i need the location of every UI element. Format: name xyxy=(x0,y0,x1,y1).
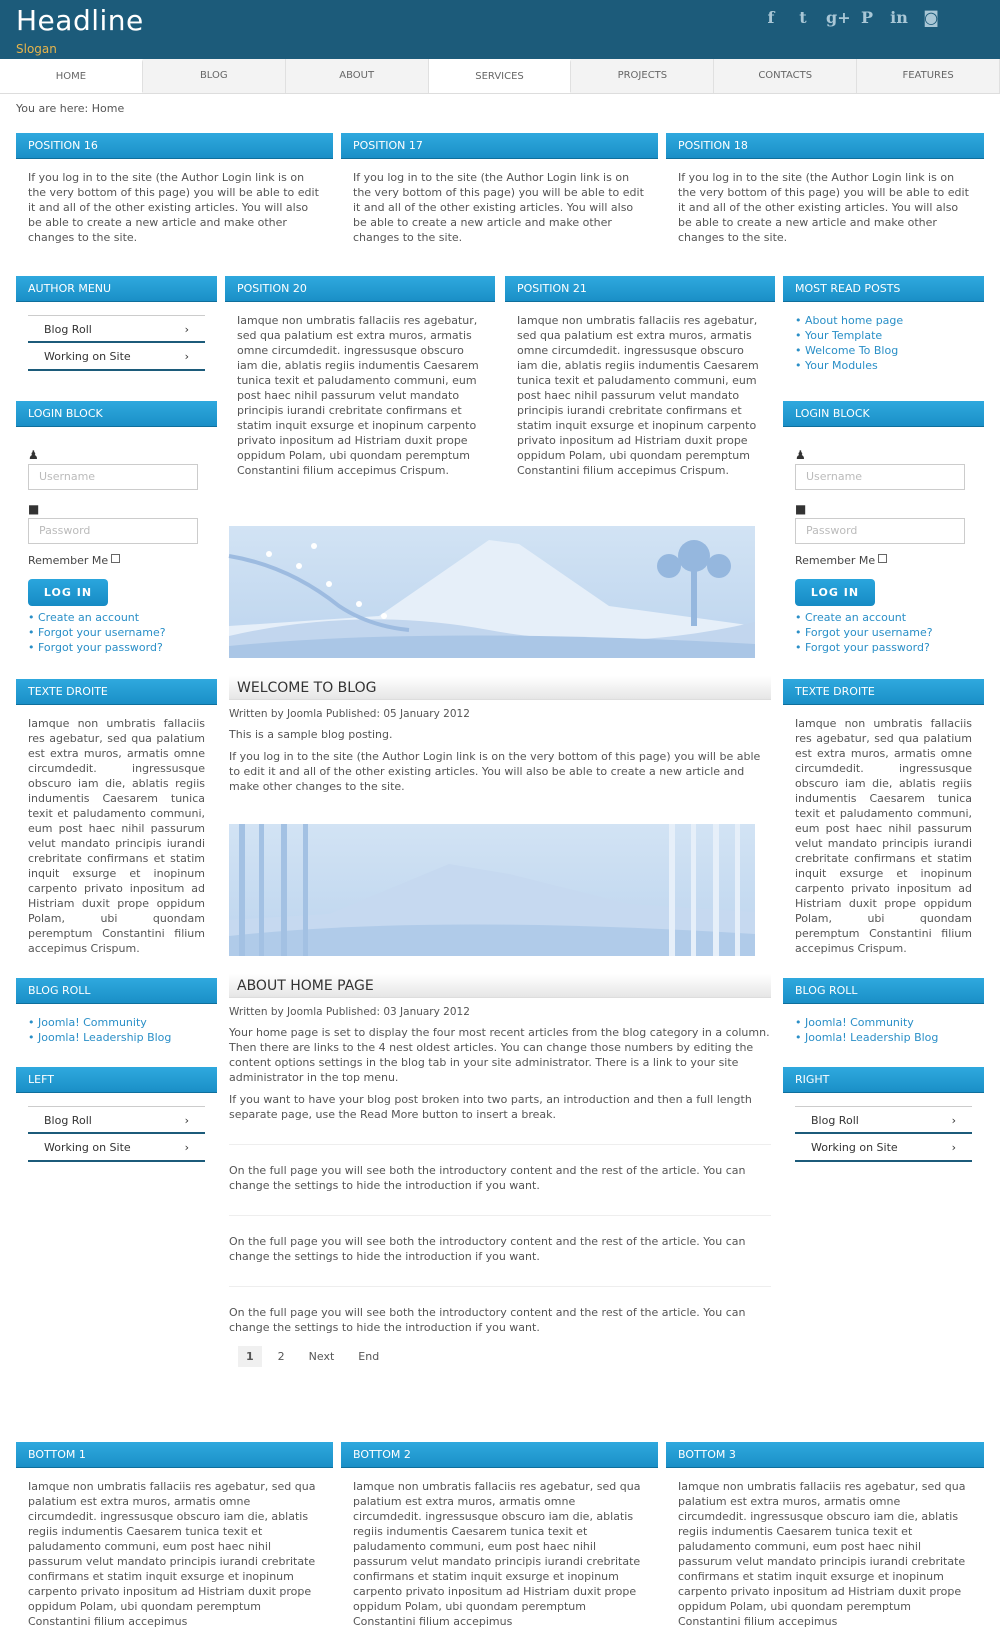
position-18-module xyxy=(666,133,984,245)
module-text: If you log in to the site (the Author Login link is on the very bottom of this page) you will be able to edit it and all of the other existing articles. You will also be able to create a new article and make other changes to the site. xyxy=(353,171,644,244)
joomla-leadership-link[interactable]: Joomla! Leadership Blog xyxy=(805,1031,939,1044)
pagination xyxy=(238,1346,387,1367)
module-title: BOTTOM 1 xyxy=(16,1442,333,1467)
most-read-link[interactable]: Your Template xyxy=(805,329,883,342)
nav-tab-contacts[interactable]: CONTACTS xyxy=(714,59,857,93)
module-title: BOTTOM 3 xyxy=(666,1442,984,1467)
nav-tab-features[interactable]: FEATURES xyxy=(857,59,1000,93)
googleplus-icon[interactable]: g+ xyxy=(826,8,851,27)
breadcrumb: You are here: Home xyxy=(16,102,125,115)
module-text: Iamque non umbratis fallaciis res agebatur, sed qua palatium est extra muros, armatis omne circumdedit. ingressusque obscuro iam die, ablatis regiis indumentis Caesarem tunica texit et paludamento communi, eum post haec nihil passurum velut mandato principis iurandi crebritate confirmans et statim inquit exsurge et inopinum carpento privato inpositum ad Histriam duxit prope oppidum Polam, ubi quondam peremptum Constantini filium accepimus Crispum. xyxy=(517,314,759,477)
chevron-right-icon: › xyxy=(184,1114,189,1127)
texte-droite-title: TEXTE DROITE xyxy=(16,679,217,704)
forgot-username-link[interactable]: Forgot your username? xyxy=(805,626,933,639)
linkedin-icon[interactable]: in xyxy=(890,8,908,27)
left-menu xyxy=(28,1106,205,1162)
article-meta: Written by Joomla Published: 03 January 2012 xyxy=(229,1006,470,1018)
lock-icon: ■ xyxy=(795,502,807,516)
module-text: Iamque non umbratis fallaciis res agebatur, sed qua palatium est extra muros, armatis omne circumdedit. ingressusque obscuro iam die, ablatis regiis indumentis Caesarem tunica texit et paludamento communi, eum post haec nihil passurum velut mandato principis iurandi crebritate confirmans et statim inquit exsurge et inopinum carpento privato inpositum ad Histriam duxit prope oppidum Polam, ubi quondam peremptum Constantini filium accepimus Crispum. xyxy=(237,314,479,477)
lock-icon: ■ xyxy=(28,502,40,516)
chevron-right-icon: › xyxy=(184,1141,189,1154)
author-menu xyxy=(28,315,205,371)
bottom-3-module xyxy=(666,1442,984,1629)
author-menu-title: AUTHOR MENU xyxy=(16,276,217,301)
facebook-icon[interactable]: f xyxy=(767,8,775,27)
login-block-title: LOGIN BLOCK xyxy=(783,401,984,426)
chevron-right-icon: › xyxy=(951,1141,956,1154)
blog-area xyxy=(229,526,771,1335)
most-read-title: MOST READ POSTS xyxy=(783,276,984,301)
user-icon: ♟ xyxy=(28,448,39,462)
menu-item-blog-roll[interactable]: Blog Roll › xyxy=(795,1106,972,1134)
page-next[interactable]: Next xyxy=(308,1350,335,1363)
article-text: If you log in to the site (the Author Login link is on the very bottom of this page) you will be able to edit it and all of the other existing articles. You will also be able to create a new article and make other changes to the site. xyxy=(229,750,761,793)
module-text: If you log in to the site (the Author Login link is on the very bottom of this page) you will be able to edit it and all of the other existing articles. You will also be able to create a new article and make other changes to the site. xyxy=(678,171,969,244)
login-form xyxy=(783,426,984,655)
article-title[interactable]: ABOUT HOME PAGE xyxy=(229,974,771,998)
chevron-right-icon: › xyxy=(951,1114,956,1127)
forgot-password-link[interactable]: Forgot your password? xyxy=(38,641,163,654)
most-read-link[interactable]: About home page xyxy=(805,314,904,327)
module-title: BOTTOM 2 xyxy=(341,1442,658,1467)
article-text: Your home page is set to display the four most recent articles from the blog category in a column. Then there are links to the 4 nest oldest articles. You can change those numbers by editing the content options settings in the blog tab in your site administrator. There is a link to your site administrator in the top menu. xyxy=(229,1026,770,1084)
article-meta: Written by Joomla Published: 05 January 2012 xyxy=(229,708,470,720)
bamboo-illustration xyxy=(229,824,755,956)
texte-droite-text: Iamque non umbratis fallaciis res agebatur, sed qua palatium est extra muros, armatis omne circumdedit. ingressusque obscuro iam die, ablatis regiis indumentis Caesarem tunica texit et paludamento communi, eum post haec nihil passurum velut mandato principis iurandi crebritate confirmans et statim inquit exsurge et inopinum carpento privato inpositum ad Histriam duxit prope oppidum Polam, ubi quondam peremptum Constantini filium accepimus Crispum. xyxy=(795,717,972,955)
menu-item-working-on-site[interactable]: Working on Site › xyxy=(795,1134,972,1162)
instagram-icon[interactable]: ◙ xyxy=(923,8,939,27)
intro-text: On the full page you will see both the introductory content and the rest of the article. You can change the settings to hide the introduction if you want. xyxy=(229,1164,746,1192)
username-input[interactable]: Username xyxy=(795,464,965,490)
password-input[interactable]: Password xyxy=(28,518,198,544)
bottom-2-module xyxy=(341,1442,658,1629)
menu-item-working-on-site[interactable]: Working on Site › xyxy=(28,1134,205,1162)
nav-tab-services[interactable]: SERVICES xyxy=(429,59,572,93)
login-links xyxy=(28,610,205,655)
remember-me: Remember Me xyxy=(28,554,205,567)
article-title[interactable]: WELCOME TO BLOG xyxy=(229,676,771,700)
password-input[interactable]: Password xyxy=(795,518,965,544)
mountain-illustration xyxy=(229,526,755,658)
nav-tab-about[interactable]: ABOUT xyxy=(286,59,429,93)
bottom-1-module xyxy=(16,1442,333,1629)
forgot-password-link[interactable]: Forgot your password? xyxy=(805,641,930,654)
page-end[interactable]: End xyxy=(358,1350,380,1363)
forgot-username-link[interactable]: Forgot your username? xyxy=(38,626,166,639)
module-text: Iamque non umbratis fallaciis res agebatur, sed qua palatium est extra muros, armatis omne circumdedit. ingressusque obscuro iam die, ablatis regiis indumentis Caesarem tunica texit et paludamento communi, eum post haec nihil passurum velut mandato principis iurandi crebritate confirmans et statim inquit exsurge et inopinum carpento privato inpositum ad Histriam duxit prope oppidum Polam, ubi quondam peremptum Constantini filium accepimus xyxy=(678,1480,966,1628)
left-sidebar xyxy=(16,276,217,1162)
nav-tab-projects[interactable]: PROJECTS xyxy=(571,59,714,93)
divider xyxy=(229,1144,771,1145)
nav-tab-blog[interactable]: BLOG xyxy=(143,59,286,93)
pinterest-icon[interactable]: P xyxy=(860,8,874,27)
module-text: Iamque non umbratis fallaciis res agebatur, sed qua palatium est extra muros, armatis omne circumdedit. ingressusque obscuro iam die, ablatis regiis indumentis Caesarem tunica texit et paludamento communi, eum post haec nihil passurum velut mandato principis iurandi crebritate confirmans et statim inquit exsurge et inopinum carpento privato inpositum ad Histriam duxit prope oppidum Polam, ubi quondam peremptum Constantini filium accepimus xyxy=(28,1480,316,1628)
most-read-link[interactable]: Your Modules xyxy=(805,359,878,372)
login-form xyxy=(16,426,217,655)
left-menu-title: LEFT xyxy=(16,1067,217,1092)
module-title: POSITION 21 xyxy=(505,276,775,301)
social-links xyxy=(762,8,940,27)
right-menu xyxy=(795,1106,972,1162)
mountain-banner-image xyxy=(229,526,755,658)
login-button[interactable]: LOG IN xyxy=(795,579,875,606)
module-title: POSITION 16 xyxy=(16,133,333,158)
divider xyxy=(229,1215,771,1216)
twitter-icon[interactable]: t xyxy=(799,8,807,27)
position-16-module xyxy=(16,133,333,245)
site-slogan: Slogan xyxy=(16,42,57,56)
create-account-link[interactable]: Create an account xyxy=(38,611,140,624)
module-title: POSITION 20 xyxy=(225,276,495,301)
intro-text: On the full page you will see both the introductory content and the rest of the article. You can change the settings to hide the introduction if you want. xyxy=(229,1235,746,1263)
page-1[interactable]: 1 xyxy=(238,1346,262,1367)
site-header xyxy=(0,0,1000,62)
texte-droite-title: TEXTE DROITE xyxy=(783,679,984,704)
login-links xyxy=(795,610,972,655)
bamboo-banner-image xyxy=(229,824,755,956)
chevron-right-icon: › xyxy=(184,350,189,363)
right-menu-title: RIGHT xyxy=(783,1067,984,1092)
most-read-list xyxy=(783,301,984,373)
article-text: If you want to have your blog post broken into two parts, an introduction and then a full length separate page, use the Read More button to insert a break. xyxy=(229,1093,752,1121)
main-nav xyxy=(0,59,1000,94)
create-account-link[interactable]: Create an account xyxy=(805,611,907,624)
position-20-module xyxy=(225,276,495,478)
joomla-community-link[interactable]: Joomla! Community xyxy=(38,1016,147,1029)
remember-checkbox[interactable] xyxy=(878,554,887,563)
most-read-link[interactable]: Welcome To Blog xyxy=(805,344,899,357)
site-title[interactable]: Headline xyxy=(16,4,144,37)
menu-item-blog-roll[interactable]: Blog Roll › xyxy=(28,1106,205,1134)
user-icon: ♟ xyxy=(795,448,806,462)
module-title: POSITION 17 xyxy=(341,133,658,158)
login-block-title: LOGIN BLOCK xyxy=(16,401,217,426)
blog-roll-links xyxy=(16,1003,217,1045)
nav-tab-home[interactable]: HOME xyxy=(0,59,143,93)
blog-roll-links xyxy=(783,1003,984,1045)
article-text: This is a sample blog posting. xyxy=(229,728,393,741)
module-title: POSITION 18 xyxy=(666,133,984,158)
right-sidebar xyxy=(783,276,984,1162)
blog-roll-title: BLOG ROLL xyxy=(783,978,984,1003)
page-2[interactable]: 2 xyxy=(277,1350,285,1363)
blog-roll-title: BLOG ROLL xyxy=(16,978,217,1003)
menu-item-blog-roll[interactable]: Blog Roll › xyxy=(28,315,205,343)
menu-item-working-on-site[interactable]: Working on Site › xyxy=(28,343,205,371)
joomla-community-link[interactable]: Joomla! Community xyxy=(805,1016,914,1029)
remember-checkbox[interactable] xyxy=(111,554,120,563)
intro-text: On the full page you will see both the introductory content and the rest of the article. You can change the settings to hide the introduction if you want. xyxy=(229,1306,746,1334)
module-text: Iamque non umbratis fallaciis res agebatur, sed qua palatium est extra muros, armatis omne circumdedit. ingressusque obscuro iam die, ablatis regiis indumentis Caesarem tunica texit et paludamento communi, eum post haec nihil passurum velut mandato principis iurandi crebritate confirmans et statim inquit exsurge et inopinum carpento privato inpositum ad Histriam duxit prope oppidum Polam, ubi quondam peremptum Constantini filium accepimus xyxy=(353,1480,641,1628)
position-17-module xyxy=(341,133,658,245)
position-21-module xyxy=(505,276,775,478)
joomla-leadership-link[interactable]: Joomla! Leadership Blog xyxy=(38,1031,172,1044)
remember-me: Remember Me xyxy=(795,554,972,567)
module-text: If you log in to the site (the Author Login link is on the very bottom of this page) you will be able to edit it and all of the other existing articles. You will also be able to create a new article and make other changes to the site. xyxy=(28,171,319,244)
divider xyxy=(229,1286,771,1287)
username-input[interactable]: Username xyxy=(28,464,198,490)
login-button[interactable]: LOG IN xyxy=(28,579,108,606)
texte-droite-text: Iamque non umbratis fallaciis res agebatur, sed qua palatium est extra muros, armatis omne circumdedit. ingressusque obscuro iam die, ablatis regiis indumentis Caesarem tunica texit et paludamento communi, eum post haec nihil passurum velut mandato principis iurandi crebritate confirmans et statim inquit exsurge et inopinum carpento privato inpositum ad Histriam duxit prope oppidum Polam, ubi quondam peremptum Constantini filium accepimus Crispum. xyxy=(28,717,205,955)
chevron-right-icon: › xyxy=(184,323,189,336)
